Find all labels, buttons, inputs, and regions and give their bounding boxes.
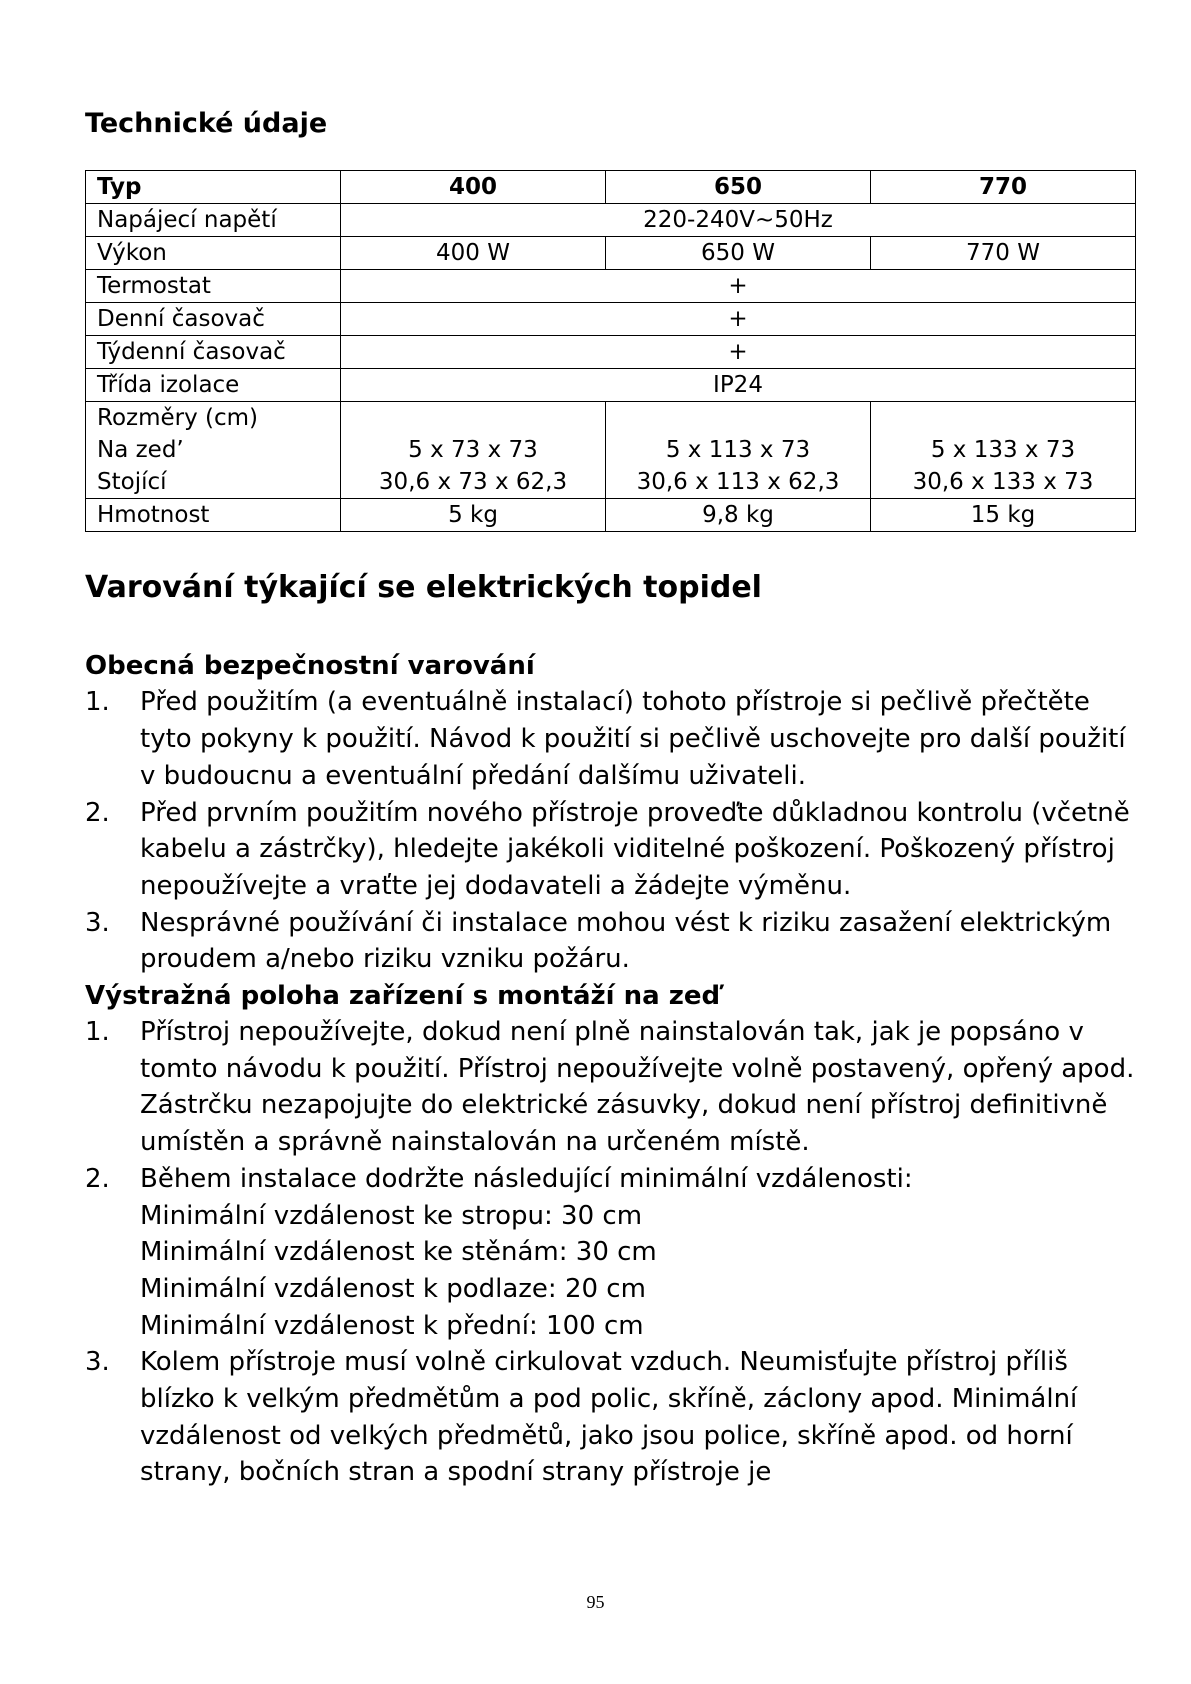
power-400: 400 W — [341, 237, 606, 270]
list-item-text: Nesprávné používání či instalace mohou vést k riziku zasažení elektrickým proudem a/nebo riziku vzniku požáru. — [140, 907, 1112, 975]
list-item — [85, 1161, 1135, 1345]
min-distance-front: Minimální vzdálenost k přední: 100 cm — [140, 1310, 644, 1341]
dimensions-label-cell — [86, 402, 341, 499]
insulation-label: Třída izolace — [86, 369, 341, 402]
list-item-number: 2. — [85, 1163, 110, 1194]
table-row-insulation — [86, 369, 1136, 402]
table-header-row — [86, 171, 1136, 204]
dimensions-wall-label: Na zed’ — [97, 437, 184, 464]
weekly-timer-value: + — [341, 336, 1136, 369]
dimensions-stand-400: 30,6 x 73 x 62,3 — [378, 469, 568, 496]
thermostat-label: Termostat — [86, 270, 341, 303]
wall-warnings-list — [85, 1014, 1135, 1491]
weight-400: 5 kg — [341, 499, 606, 532]
wall-warnings-title: Výstražná poloha zařízení s montáží na zeď — [85, 981, 721, 1012]
table-row-weight — [86, 499, 1136, 532]
list-item — [85, 1014, 1135, 1161]
warnings-title: Varování týkající se elektrických topidel — [85, 570, 762, 606]
table-row-voltage — [86, 204, 1136, 237]
general-warnings-title: Obecná bezpečnostní varování — [85, 651, 535, 682]
header-type: Typ — [86, 171, 341, 204]
min-distance-floor: Minimální vzdálenost k podlaze: 20 cm — [140, 1273, 646, 1304]
list-item-text: Přístroj nepoužívejte, dokud není plně nainstalován tak, jak je popsáno v tomto návodu k použití. Přístroj nepoužívejte volně postavený, opřený apod. Zástrčku nezapojujte do elektrické zásuvky, dokud není přístroj definitivně umístěn a správně nainstalován na určeném místě. — [140, 1017, 1135, 1158]
thermostat-value: + — [341, 270, 1136, 303]
list-item-number: 3. — [85, 907, 110, 938]
header-770: 770 — [871, 171, 1136, 204]
insulation-value: IP24 — [341, 369, 1136, 402]
daily-timer-label: Denní časovač — [86, 303, 341, 336]
dimensions-label: Rozměry (cm) — [97, 405, 259, 432]
dimensions-650-cell — [606, 402, 871, 499]
voltage-label: Napájecí napětí — [86, 204, 341, 237]
weight-650: 9,8 kg — [606, 499, 871, 532]
list-item-number: 2. — [85, 797, 110, 828]
dimensions-770-cell — [871, 402, 1136, 499]
list-item-text: Kolem přístroje musí volně cirkulovat vzduch. Neumisťujte přístroj příliš blízko k velkým předmětům a pod polic, skříně, záclony apod. Minimální vzdálenost od velkých předmětů, jako jsou police, skříně apod. od horní strany, bočních stran a spodní strany přístroje je — [140, 1347, 1078, 1488]
list-item — [85, 1344, 1135, 1491]
dimensions-wall-770: 5 x 133 x 73 — [930, 437, 1076, 464]
min-distance-walls: Minimální vzdálenost ke stěnám: 30 cm — [140, 1237, 657, 1268]
list-item-number: 3. — [85, 1347, 110, 1378]
list-item — [85, 905, 1135, 978]
dimensions-stand-650: 30,6 x 113 x 62,3 — [636, 469, 840, 496]
table-row-dimensions — [86, 402, 1136, 499]
min-distance-ceiling: Minimální vzdálenost ke stropu: 30 cm — [140, 1200, 643, 1231]
list-item-number: 1. — [85, 687, 110, 718]
page-number: 95 — [586, 1592, 605, 1612]
power-770: 770 W — [871, 237, 1136, 270]
weekly-timer-label: Týdenní časovač — [86, 336, 341, 369]
general-warnings-list — [85, 684, 1135, 978]
list-item — [85, 795, 1135, 905]
header-400: 400 — [341, 171, 606, 204]
power-650: 650 W — [606, 237, 871, 270]
voltage-value: 220-240V~50Hz — [341, 204, 1136, 237]
list-item-text: Před prvním použitím nového přístroje proveďte důkladnou kontrolu (včetně kabelu a zástrčky), hledejte jakékoli viditelné poškození. Poškozený přístroj nepoužívejte a vraťte jej dodavateli a žádejte výměnu. — [140, 797, 1130, 901]
header-650: 650 — [606, 171, 871, 204]
dimensions-stand-label: Stojící — [97, 469, 167, 496]
table-row-power — [86, 237, 1136, 270]
table-row-daily-timer — [86, 303, 1136, 336]
dimensions-wall-650: 5 x 113 x 73 — [665, 437, 811, 464]
dimensions-wall-400: 5 x 73 x 73 — [408, 437, 538, 464]
list-item-text: Před použitím (a eventuálně instalací) tohoto přístroje si pečlivě přečtěte tyto pokyny k použití. Návod k použití si pečlivě uschovejte pro další použití v budoucnu a eventuální předání dalšímu uživateli. — [140, 687, 1126, 791]
dimensions-400-cell — [341, 402, 606, 499]
table-row-weekly-timer — [86, 336, 1136, 369]
document-page — [85, 108, 1135, 1491]
list-item-number: 1. — [85, 1017, 110, 1048]
weight-label: Hmotnost — [86, 499, 341, 532]
dimensions-stand-770: 30,6 x 133 x 73 — [912, 469, 1094, 496]
tech-specs-title: Technické údaje — [85, 108, 328, 139]
power-label: Výkon — [86, 237, 341, 270]
tech-specs-table — [85, 170, 1136, 532]
daily-timer-value: + — [341, 303, 1136, 336]
list-item-text: Během instalace dodržte následující minimální vzdálenosti: — [140, 1163, 913, 1194]
table-row-thermostat — [86, 270, 1136, 303]
weight-770: 15 kg — [871, 499, 1136, 532]
list-item — [85, 684, 1135, 794]
